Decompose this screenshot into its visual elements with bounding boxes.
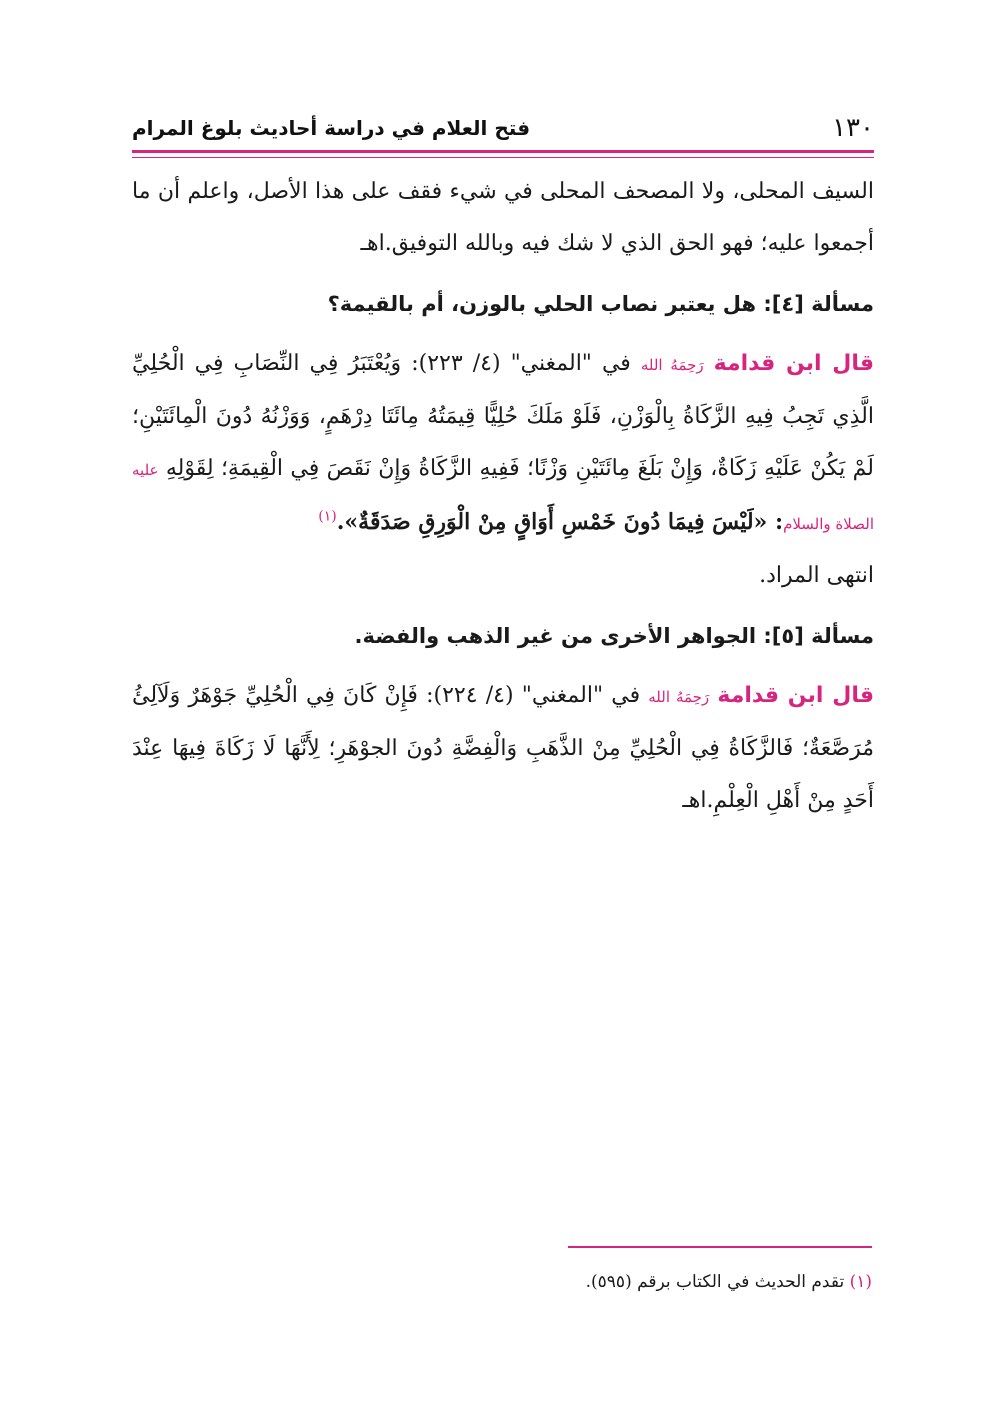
speaker-name: قال ابن قدامة: [717, 683, 874, 708]
footnote-reference[interactable]: (١): [318, 508, 337, 525]
main-text: [132, 166, 874, 827]
footnote-rule: [568, 1246, 872, 1248]
source-citation: في "المغني" (٤/ ٢٢٤):: [417, 683, 649, 708]
source-citation: في "المغني" (٤/ ٢٢٣):: [401, 351, 641, 376]
question-4-heading: مسألة [٤]: هل يعتبر نصاب الحلي بالوزن، أم بالقيمة؟: [327, 292, 874, 316]
honorific-mark: رَحِمَهُ الله: [640, 356, 704, 374]
header-rule-thick: [132, 150, 874, 153]
footnote-number: (١): [849, 1272, 872, 1292]
page-number: ١٣٠: [832, 113, 874, 143]
quote-paragraph-5: [132, 670, 874, 827]
question-5-heading: مسألة [٥]: الجواهر الأخرى من غير الذهب والفضة.: [354, 624, 874, 648]
continuation-paragraph: السيف المحلى، ولا المصحف المحلى في شيء فقف على هذا الأصل، واعلم أن ما أجمعوا عليه؛ فهو الحق الذي لا شك فيه وبالله التوفيق.اهـ: [132, 179, 874, 256]
honorific-mark: رَحِمَهُ الله: [648, 688, 710, 706]
hadith-text: : «لَيْسَ فِيمَا دُونَ خَمْسِ أَوَاقٍ مِنْ الْوَرِقِ صَدَقَةٌ».: [336, 509, 784, 535]
speaker-name: قال ابن قدامة: [713, 351, 875, 376]
honorific-mark: عليه الصلاة والسلام: [132, 461, 874, 533]
header-rule-thin: [132, 157, 874, 158]
running-header: [132, 108, 874, 148]
footnote: [132, 1268, 872, 1296]
quoted-text: وَيُعْتَبَرُ فِي النِّصَابِ فِي الْحُلِيِّ الَّذِي تَجِبُ فِيهِ الزَّكَاةُ بِالْوَزْنِ، فَلَوْ مَلَكَ حُلِيًّا قِيمَتُهُ مِائَتَا دِرْهَمٍ، وَوَزْنُهُ دُونَ الْمِائَتَيْنِ؛ لَمْ يَكُنْ عَلَيْهِ زَكَاةٌ، وَإِنْ بَلَغَ مِائَتَيْنِ وَزْنًا؛ فَفِيهِ الزَّكَاةُ وَإِنْ نَقَصَ فِي الْقِيمَةِ؛ لِقَوْلِهِ: [132, 351, 874, 481]
quote-paragraph-4: [132, 338, 874, 550]
footnote-text: تقدم الحديث في الكتاب برقم (٥٩٥).: [585, 1272, 850, 1292]
book-title: فتح العلام في دراسة أحاديث بلوغ المرام: [132, 116, 531, 140]
quoted-text: فَإِنْ كَانَ فِي الْحُلِيِّ جَوْهَرٌ وَلَآلِئُ مُرَصَّعَةٌ؛ فَالزَّكَاةُ فِي الْحُلِيِّ مِنْ الذَّهَبِ وَالْفِضَّةِ دُونَ الجوْهَرِ؛ لِأَنَّهَا لَا زَكَاةَ فِيهَا عِنْدَ أَحَدٍ مِنْ أَهْلِ الْعِلْمِ.اهـ: [132, 683, 874, 813]
quote-end: انتهى المراد.: [759, 563, 874, 588]
